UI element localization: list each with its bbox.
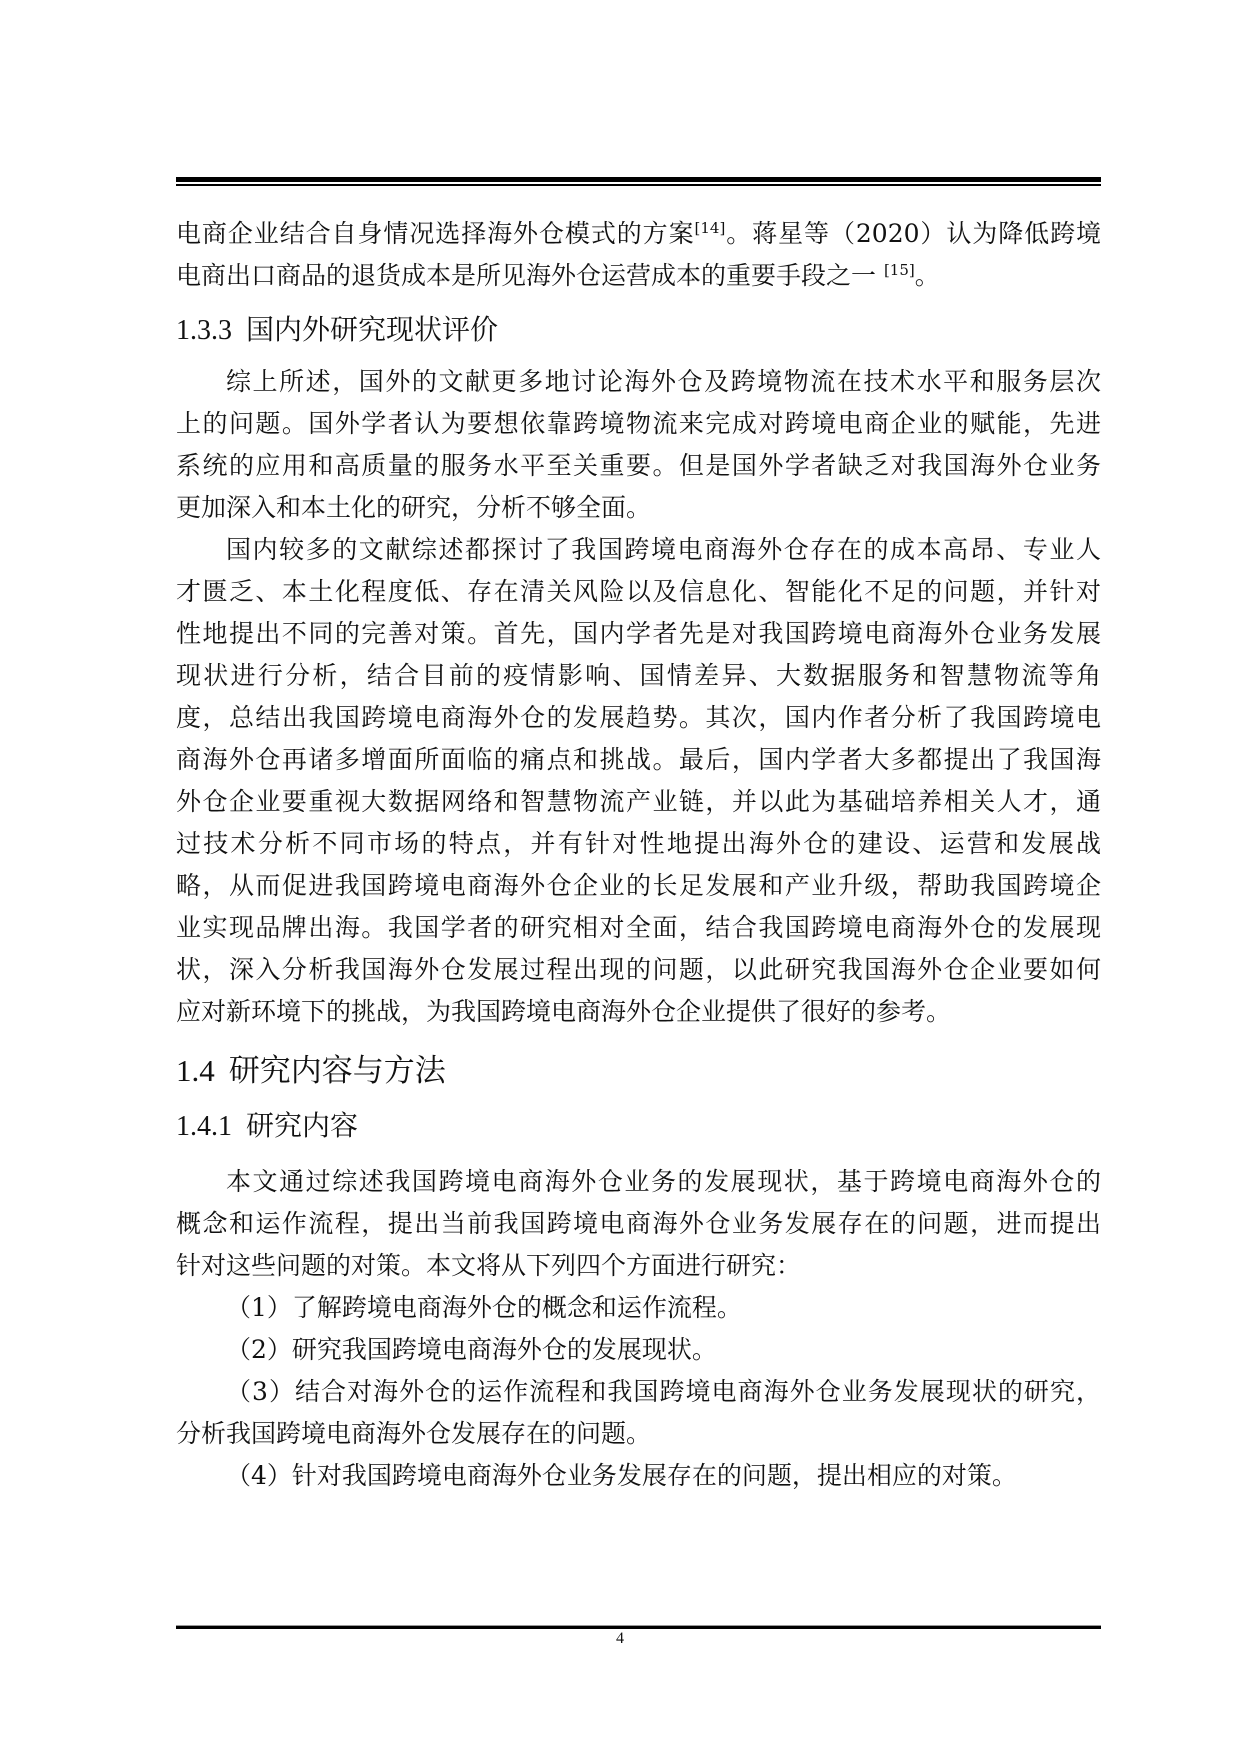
heading-number: 1.3.3 bbox=[176, 315, 232, 346]
heading-number: 1.4 bbox=[176, 1053, 215, 1088]
text-line: 状，深入分析我国海外仓发展过程出现的问题，以此研究我国海外仓企业要如何 bbox=[176, 955, 1101, 984]
paragraph bbox=[176, 529, 1101, 1033]
footer-rule bbox=[176, 1625, 1101, 1629]
text-line: （2）研究我国跨境电商海外仓的发展现状。 bbox=[226, 1335, 717, 1364]
citation-superscript: [14] bbox=[694, 219, 726, 237]
text-line: 概念和运作流程，提出当前我国跨境电商海外仓业务发展存在的问题，进而提出 bbox=[176, 1209, 1101, 1238]
text-line: 针对这些问题的对策。本文将从下列四个方面进行研究： bbox=[176, 1251, 802, 1280]
subsection-heading bbox=[176, 309, 1101, 351]
citation-superscript: [15] bbox=[883, 261, 915, 279]
text-segment: 。 bbox=[914, 261, 940, 290]
text-segment: 。蒋星等（2020）认为降低跨境 bbox=[725, 219, 1101, 248]
header-rule-thin bbox=[176, 184, 1101, 186]
text-line: 本文通过综述我国跨境电商海外仓业务的发展现状，基于跨境电商海外仓的 bbox=[226, 1167, 1101, 1196]
heading-title: 研究内容与方法 bbox=[228, 1053, 446, 1089]
text-line: 国内较多的文献综述都探讨了我国跨境电商海外仓存在的成本高昂、专业人 bbox=[226, 535, 1101, 564]
paragraph bbox=[176, 1161, 1101, 1287]
text-line: 商海外仓再诸多增面所面临的痛点和挑战。最后，国内学者大多都提出了我国海 bbox=[176, 745, 1101, 774]
text-line: 外仓企业要重视大数据网络和智慧物流产业链，并以此为基础培养相关人才，通 bbox=[176, 787, 1101, 816]
paragraph bbox=[176, 213, 1101, 297]
text-line: 应对新环境下的挑战，为我国跨境电商海外仓企业提供了很好的参考。 bbox=[176, 997, 952, 1026]
heading-title: 研究内容 bbox=[246, 1109, 359, 1142]
paragraph bbox=[176, 1371, 1101, 1455]
paragraph bbox=[176, 361, 1101, 529]
text-line: 度，总结出我国跨境电商海外仓的发展趋势。其次，国内作者分析了我国跨境电 bbox=[176, 703, 1101, 732]
text-line: 综上所述，国外的文献更多地讨论海外仓及跨境物流在技术水平和服务层次 bbox=[226, 367, 1101, 396]
text-line: （3）结合对海外仓的运作流程和我国跨境电商海外仓业务发展现状的研究， bbox=[226, 1377, 1101, 1406]
text-line: 现状进行分析，结合目前的疫情影响、国情差异、大数据服务和智慧物流等角 bbox=[176, 661, 1101, 690]
text-line bbox=[176, 213, 1101, 255]
paragraph bbox=[176, 1287, 1101, 1329]
section-heading bbox=[176, 1050, 1101, 1092]
paragraph bbox=[176, 1329, 1101, 1371]
heading-number: 1.4.1 bbox=[176, 1111, 232, 1142]
text-line: 分析我国跨境电商海外仓发展存在的问题。 bbox=[176, 1419, 652, 1448]
text-line: （4）针对我国跨境电商海外仓业务发展存在的问题，提出相应的对策。 bbox=[226, 1461, 1017, 1490]
header-rule bbox=[176, 177, 1101, 187]
text-line: 业实现品牌出海。我国学者的研究相对全面，结合我国跨境电商海外仓的发展现 bbox=[176, 913, 1101, 942]
header-rule-thick bbox=[176, 177, 1101, 182]
text-line: 才匮乏、本土化程度低、存在清关风险以及信息化、智能化不足的问题，并针对 bbox=[176, 577, 1101, 606]
paragraph bbox=[176, 1455, 1101, 1497]
text-line: 系统的应用和高质量的服务水平至关重要。但是国外学者缺乏对我国海外仓业务 bbox=[176, 451, 1101, 480]
text-line: 略，从而促进我国跨境电商海外仓企业的长足发展和产业升级，帮助我国跨境企 bbox=[176, 871, 1101, 900]
text-line: 过技术分析不同市场的特点，并有针对性地提出海外仓的建设、运营和发展战 bbox=[176, 829, 1101, 858]
page-number: 4 bbox=[616, 1630, 624, 1647]
heading-title: 国内外研究现状评价 bbox=[246, 313, 499, 346]
text-segment: 电商企业结合自身情况选择海外仓模式的方案 bbox=[176, 219, 695, 248]
document-body bbox=[176, 213, 1101, 1497]
text-line: （1）了解跨境电商海外仓的概念和运作流程。 bbox=[226, 1293, 742, 1322]
text-line: 更加深入和本土化的研究，分析不够全面。 bbox=[176, 493, 652, 522]
text-segment: 电商出口商品的退货成本是所见海外仓运营成本的重要手段之一 bbox=[176, 261, 884, 290]
text-line bbox=[176, 255, 1101, 297]
text-line: 上的问题。国外学者认为要想依靠跨境物流来完成对跨境电商企业的赋能，先进 bbox=[176, 409, 1101, 438]
subsection-heading bbox=[176, 1105, 1101, 1147]
text-line: 性地提出不同的完善对策。首先，国内学者先是对我国跨境电商海外仓业务发展 bbox=[176, 619, 1101, 648]
